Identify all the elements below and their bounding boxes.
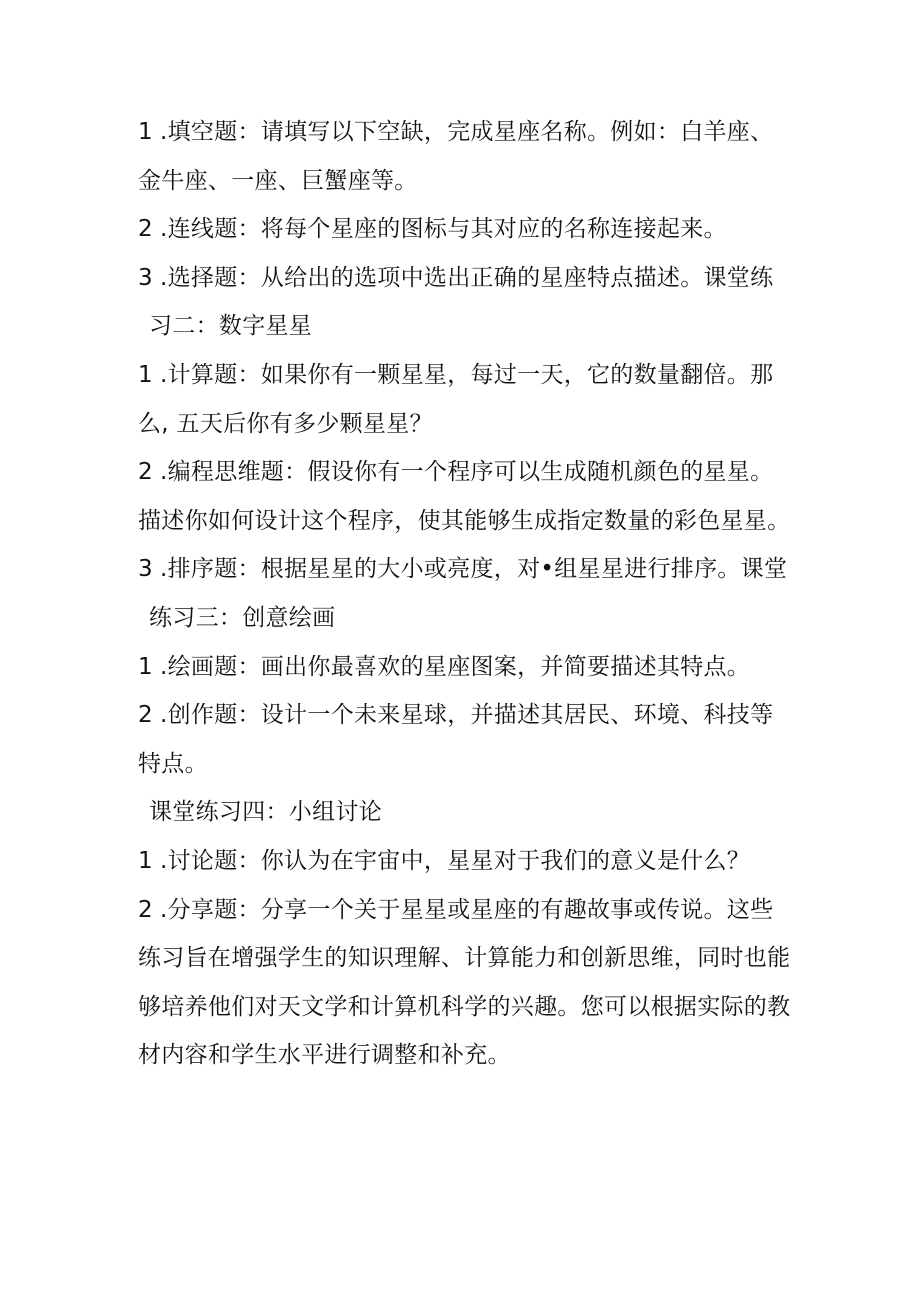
- line-text: 练习旨在增强学生的知识理解、计算能力和创新思维，同时也能: [138, 945, 791, 972]
- exercise-1-matching: [138, 205, 798, 254]
- item-number: 1: [138, 361, 153, 388]
- text-line: [138, 400, 798, 449]
- line-text: .创作题：设计一个未来星球，并描述其居民、环境、科技等: [160, 702, 774, 729]
- item-number: 3: [138, 264, 153, 291]
- exercise-2-sorting: [138, 545, 798, 594]
- section-heading-2: [138, 302, 798, 351]
- item-number: 1: [138, 847, 153, 874]
- line-text: .分享题：分享一个关于星星或星座的有趣故事或传说。这些: [160, 896, 774, 923]
- text-line: [138, 983, 798, 1032]
- exercise-3-creation: [138, 691, 798, 740]
- exercise-2-calculation: [138, 351, 798, 400]
- exercise-2-programming: [138, 448, 798, 497]
- item-number: 1: [138, 653, 153, 680]
- line-text: .填空题：请填写以下空缺，完成星座名称。例如：白羊座、: [160, 119, 774, 145]
- item-number: 2: [138, 896, 153, 923]
- line-text: 课堂练习四：小组讨论: [149, 799, 382, 826]
- item-number: 2: [138, 216, 153, 243]
- line-text: .讨论题：你认为在宇宙中，星星对于我们的意义是什么？: [160, 847, 751, 874]
- line-text: 特点。: [138, 750, 208, 777]
- text-line: [138, 497, 798, 546]
- exercise-1-fill-blank: [138, 108, 798, 157]
- exercise-4-discussion: [138, 837, 798, 886]
- line-text: 材内容和学生水平进行调整和补充。: [138, 1042, 511, 1069]
- text-line: [138, 934, 798, 983]
- text-line: [138, 157, 798, 206]
- line-text: .编程思维题：假设你有一个程序可以生成随机颜色的星星。: [160, 459, 774, 486]
- line-text: .计算题：如果你有一颗星星，每过一天，它的数量翻倍。那: [160, 361, 774, 388]
- item-number: 2: [138, 702, 153, 729]
- text-line: [138, 1031, 798, 1080]
- line-text: .连线题：将每个星座的图标与其对应的名称连接起来。: [160, 216, 727, 243]
- line-text: .排序题：根据星星的大小或亮度，对•组星星进行排序。课堂: [160, 556, 788, 583]
- line-text: .选择题：从给出的选项中选出正确的星座特点描述。课堂练: [160, 264, 774, 291]
- item-number: 1: [138, 119, 153, 145]
- line-text: 金牛座、一座、巨蟹座等。: [138, 167, 418, 194]
- line-text: 练习三：创意绘画: [149, 604, 336, 631]
- section-heading-4: [138, 788, 798, 837]
- line-text: 习二：数字星星: [149, 313, 313, 340]
- item-number: 2: [138, 459, 153, 486]
- item-number: 3: [138, 556, 153, 583]
- section-heading-3: [138, 594, 798, 643]
- exercise-4-sharing: [138, 886, 798, 935]
- line-text: 够培养他们对天文学和计算机科学的兴趣。您可以根据实际的教: [138, 993, 791, 1020]
- exercise-1-choice: [138, 254, 798, 303]
- line-text: 描述你如何设计这个程序，使其能够生成指定数量的彩色星星。: [138, 507, 791, 534]
- line-text: 么, 五天后你有多少颗星星？: [138, 410, 433, 437]
- document-body: [138, 108, 798, 1080]
- text-line: [138, 740, 798, 789]
- exercise-3-drawing: [138, 643, 798, 692]
- line-text: .绘画题：画出你最喜欢的星座图案，并简要描述其特点。: [160, 653, 751, 680]
